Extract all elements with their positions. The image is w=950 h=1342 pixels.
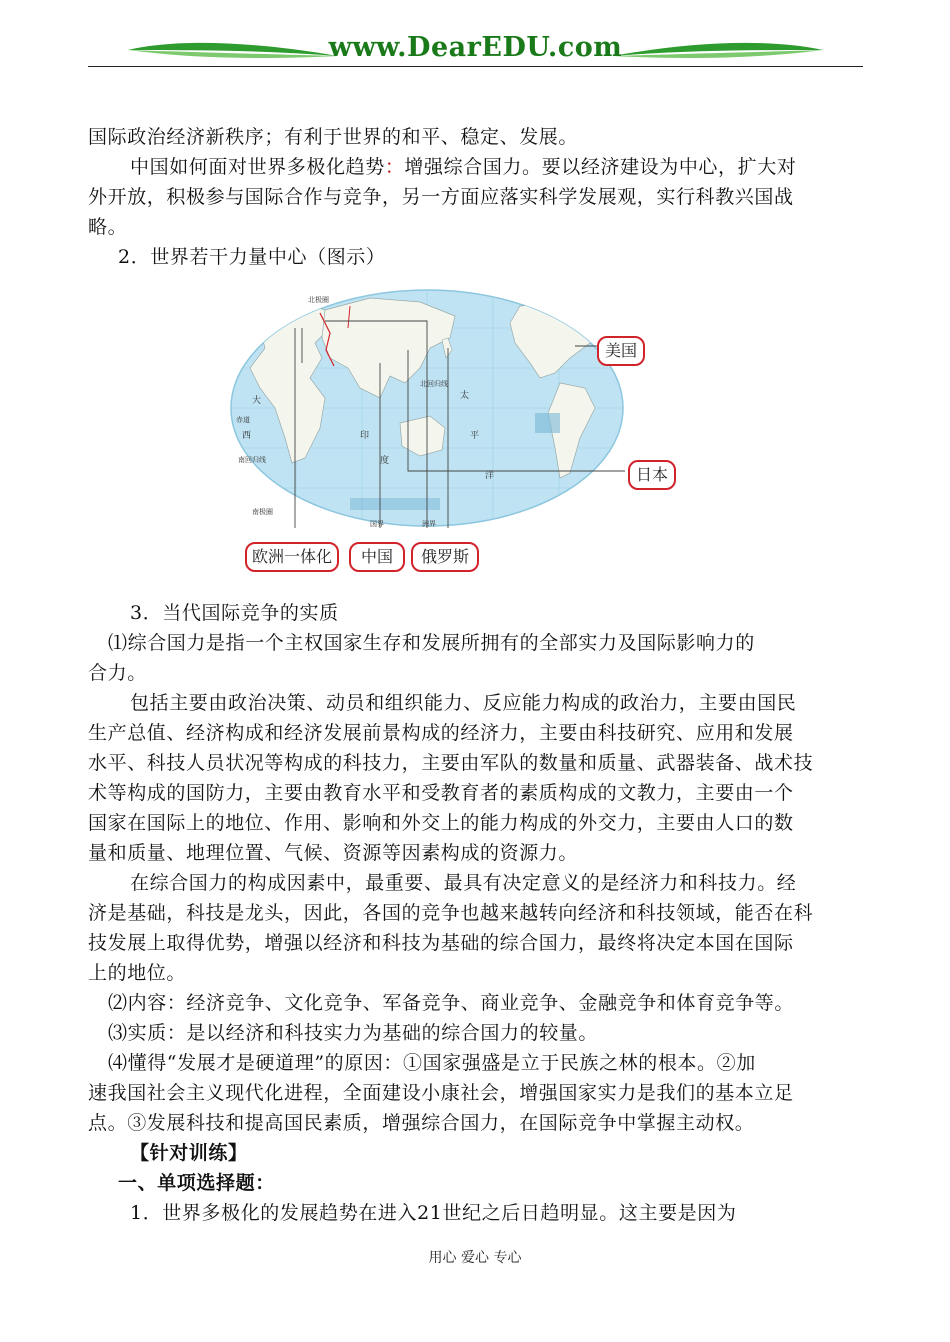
question-text: 中国如何面对世界多极化趋势 xyxy=(130,156,385,178)
paragraph-line: 上的地位。 xyxy=(88,962,187,984)
world-power-centers-map xyxy=(225,288,685,578)
paragraph-line: 术等构成的国防力，主要由教育水平和受教育者的素质构成的文教力，主要由一个 xyxy=(88,782,794,804)
map-text: 赤道 xyxy=(236,416,250,424)
map-text: 平 xyxy=(470,431,480,441)
map-text: 西 xyxy=(242,431,252,441)
label-european-integration: 欧洲一体化 xyxy=(245,542,339,572)
world-map-image xyxy=(230,288,625,528)
paragraph-line: 生产总值、经济构成和经济发展前景构成的经济力，主要由科技研究、应用和发展 xyxy=(88,722,794,744)
paragraph-line: ⑶实质：是以经济和科技实力为基础的综合国力的较量。 xyxy=(108,1022,599,1044)
label-china: 中国 xyxy=(349,542,405,572)
map-legend-border: 国界 xyxy=(370,520,384,528)
training-heading: 【针对训练】 xyxy=(130,1142,248,1164)
paragraph-line: ⑴综合国力是指一个主权国家生存和发展所拥有的全部实力及国际影响力的 xyxy=(108,632,755,654)
section-heading: 3．当代国际竞争的实质 xyxy=(130,602,339,624)
paragraph-line: 在综合国力的构成因素中，最重要、最具有决定意义的是经济力和科技力。经 xyxy=(130,872,797,894)
question-item: 1．世界多极化的发展趋势在进入21世纪之后日趋明显。这主要是因为 xyxy=(130,1202,737,1224)
label-usa: 美国 xyxy=(597,336,645,366)
paragraph-line: 技发展上取得优势，增强以经济和科技为基础的综合国力，最终将决定本国在国际 xyxy=(88,932,794,954)
map-legend-continent: 洲界 xyxy=(422,520,436,528)
colon-mark: ： xyxy=(384,156,405,178)
paragraph-line: 济是基础，科技是龙头，因此，各国的竞争也越来越转向经济和科技领域，能否在科 xyxy=(88,902,814,924)
paragraph-line: 量和质量、地理位置、气候、资源等因素构成的资源力。 xyxy=(88,842,579,864)
label-russia: 俄罗斯 xyxy=(411,542,479,572)
map-text: 大 xyxy=(252,396,262,406)
paragraph-line: 国家在国际上的地位、作用、影响和外交上的能力构成的外交力，主要由人口的数 xyxy=(88,812,794,834)
paragraph-line: 合力。 xyxy=(88,662,147,684)
paragraph-line: 国际政治经济新秩序；有利于世界的和平、稳定、发展。 xyxy=(88,126,579,148)
page-footer: 用心 爱心 专心 xyxy=(428,1250,522,1266)
map-text: 南回归线 xyxy=(238,456,266,464)
map-text: 度 xyxy=(380,456,390,466)
paragraph-line: ⑷懂得“发展才是硬道理”的原因：①国家强盛是立于民族之林的根本。②加 xyxy=(108,1052,756,1074)
paragraph-line: ⑵内容：经济竞争、文化竞争、军备竞争、商业竞争、金融竞争和体育竞争等。 xyxy=(108,992,795,1014)
paragraph-line: 水平、科技人员状况等构成的科技力，主要由军队的数量和质量、武器装备、战术技 xyxy=(88,752,814,774)
map-text: 北极圈 xyxy=(308,296,329,304)
map-text: 印 xyxy=(360,431,370,441)
paragraph-line: 包括主要由政治决策、动员和组织能力、反应能力构成的政治力，主要由国民 xyxy=(130,692,797,714)
label-japan: 日本 xyxy=(628,460,676,490)
map-text: 洋 xyxy=(485,471,495,481)
paragraph-line: 外开放，积极参与国际合作与竞争，另一方面应落实科学发展观，实行科教兴国战 xyxy=(88,186,794,208)
site-url: www.DearEDU.com xyxy=(328,32,623,63)
paragraph-line: 速我国社会主义现代化进程，全面建设小康社会，增强国家实力是我们的基本立足 xyxy=(88,1082,794,1104)
map-text: 太 xyxy=(460,391,470,401)
answer-text: 增强综合国力。要以经济建设为中心，扩大对 xyxy=(404,156,797,178)
paragraph-line xyxy=(130,152,863,182)
map-text: 南极圈 xyxy=(252,508,273,516)
paragraph-line: 点。③发展科技和提高国民素质，增强综合国力，在国际竞争中掌握主动权。 xyxy=(88,1112,755,1134)
paragraph-line: 略。 xyxy=(88,216,128,238)
section-heading: 一、单项选择题： xyxy=(118,1172,275,1194)
map-text: 北回归线 xyxy=(420,380,448,388)
header-divider xyxy=(88,66,863,67)
section-heading: 2．世界若干力量中心（图示） xyxy=(118,246,386,268)
